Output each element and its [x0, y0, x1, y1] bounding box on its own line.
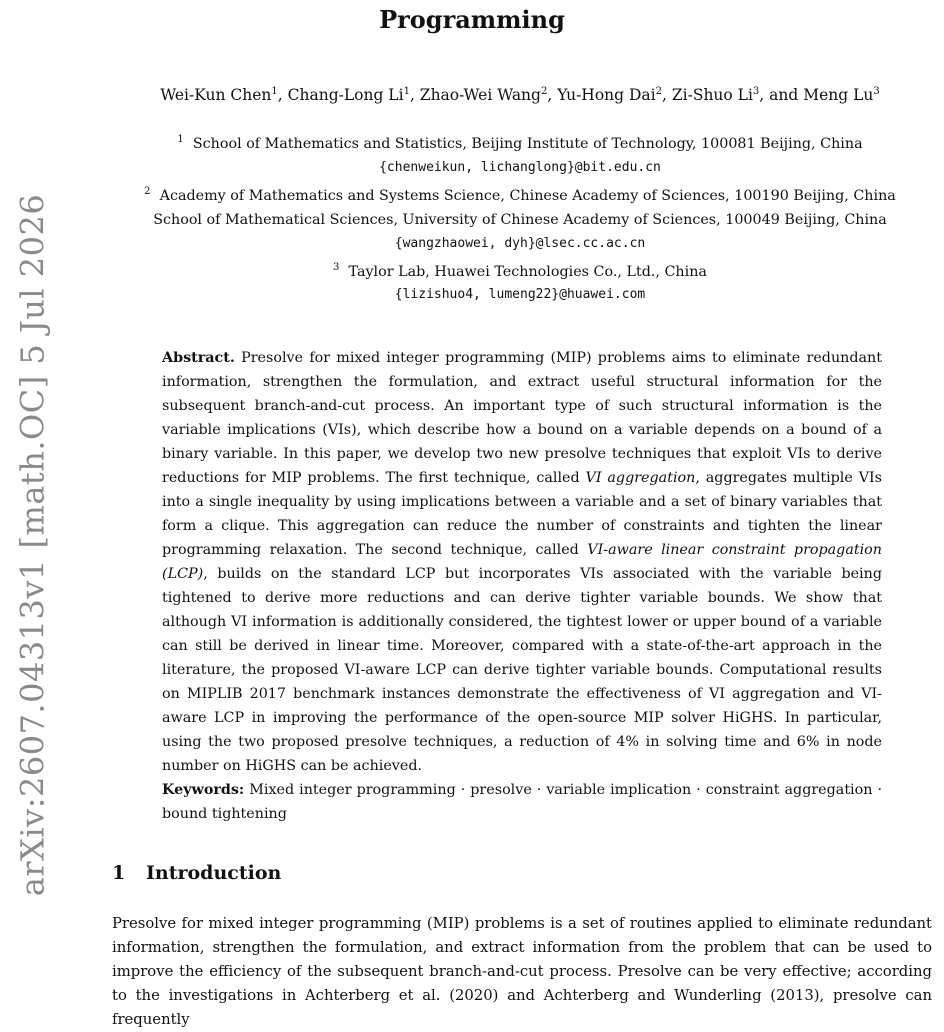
affiliation-2: $^2$ Academy of Mathematics and Systems Science, Chinese Academy of Sciences, 100190 Beijing, China — [144, 185, 896, 204]
author-affiliation-mark: 2 — [655, 86, 662, 97]
paper-title — [0, 0, 944, 40]
author: Wei-Kun Chen — [160, 86, 272, 105]
author-separator: , — [409, 86, 420, 105]
abstract: Abstract. Presolve for mixed integer programming (MIP) problems aims to eliminate redundant information, strengthen the formulation, and extract useful structural information for the subsequent branch-and-cut process. An important type of such structural information is the variable implications (VIs), which describe how a bound on a variable depends on a bound of a binary variable. In this paper, we develop two new presolve techniques that exploit VIs to derive reductions for MIP problems. The first technique, called VI aggregation, aggregates multiple VIs into a single inequality by using implications between a variable and a set of binary variables that form a clique. This aggregation can reduce the number of constraints and tighten the linear programming relaxation. The second technique, called VI-aware linear constraint propagation (LCP), builds on the standard LCP but incorporates VIs associated with the variable being tightened to derive more reductions and can derive tighter variable bounds. We show that although VI information is additionally considered, the tightest lower or upper bound of a variable can still be derived in linear time. Moreover, compared with a state-of-the-art approach in the literature, the proposed VI-aware LCP can derive tighter variable bounds. Computational results on MIPLIB 2017 benchmark instances demonstrate the effectiveness of VI aggregation and VI-aware LCP in improving the performance of the open-source MIP solver HiGHS. In particular, using the two proposed presolve techniques, a reduction of 4% in solving time and 6% in node number on HiGHS can be achieved. — [162, 350, 883, 774]
affiliations — [100, 128, 940, 307]
author-affiliation-mark: 1 — [271, 86, 278, 97]
intro-paragraph: Presolve for mixed integer programming (MIP) problems is a set of routines applied to eliminate redundant information, strengthen the formulation, and extract information from the problem that can be used to improve the efficiency of the subsequent branch-and-cut process. Presolve can be very effective; according to the investigations in Achterberg et al. (2020) and Achterberg and Wunderling (2013), presolve can frequently — [112, 915, 932, 1028]
author-separator: , — [662, 86, 672, 105]
author-affiliation-mark: 3 — [752, 86, 760, 97]
email-3: {lizishuo4, lumeng22}@huawei.com — [394, 287, 646, 303]
arxiv-side-stamp — [12, 193, 52, 897]
author-list — [100, 86, 940, 104]
keywords-label: Keywords: — [162, 782, 245, 798]
section-title: Introduction — [146, 862, 282, 884]
affiliation-3: $^3$ Taylor Lab, Huawei Technologies Co., Ltd., China — [333, 261, 707, 280]
author: Chang-Long Li — [287, 86, 404, 105]
author-affiliation-mark: 3 — [873, 86, 880, 97]
author-separator: , and — [759, 86, 804, 105]
affiliation-1: $^1$ School of Mathematics and Statistics, Beijing Institute of Technology, 100081 Beijing, China — [177, 134, 863, 152]
term-vi-aggregation: VI aggregation — [585, 470, 696, 486]
term-vi-aware-lcp: VI-aware linear constraint propagation (LCP) — [162, 542, 882, 582]
author: Zi-Shuo Li — [671, 86, 753, 105]
section-number: 1 — [112, 862, 126, 884]
affiliation-2b: School of Mathematical Sciences, University of Chinese Academy of Sciences, 100049 Beijing, China — [153, 211, 887, 228]
keywords: Keywords: Mixed integer programming · presolve · variable implication · constraint aggregation · bound tightening — [162, 782, 883, 822]
author-affiliation-mark: 2 — [540, 86, 548, 97]
email-2: {wangzhaowei, dyh}@lsec.cc.ac.cn — [394, 235, 646, 251]
author-separator: , — [277, 86, 288, 105]
author-separator: , — [547, 86, 558, 105]
email-1: {chenweikun, lichanglong}@bit.edu.cn — [379, 159, 661, 175]
author-affiliation-mark: 1 — [403, 86, 410, 97]
arxiv-id: arXiv:2607.04313v1 [math.OC] 5 Jul 2026 — [13, 193, 51, 897]
author: Meng Lu — [803, 86, 874, 105]
author: Yu-Hong Dai — [557, 86, 656, 105]
author: Zhao-Wei Wang — [419, 86, 541, 105]
abstract-label: Abstract. — [162, 350, 235, 366]
section-heading — [112, 862, 281, 884]
title-line-2: Programming — [379, 5, 565, 34]
